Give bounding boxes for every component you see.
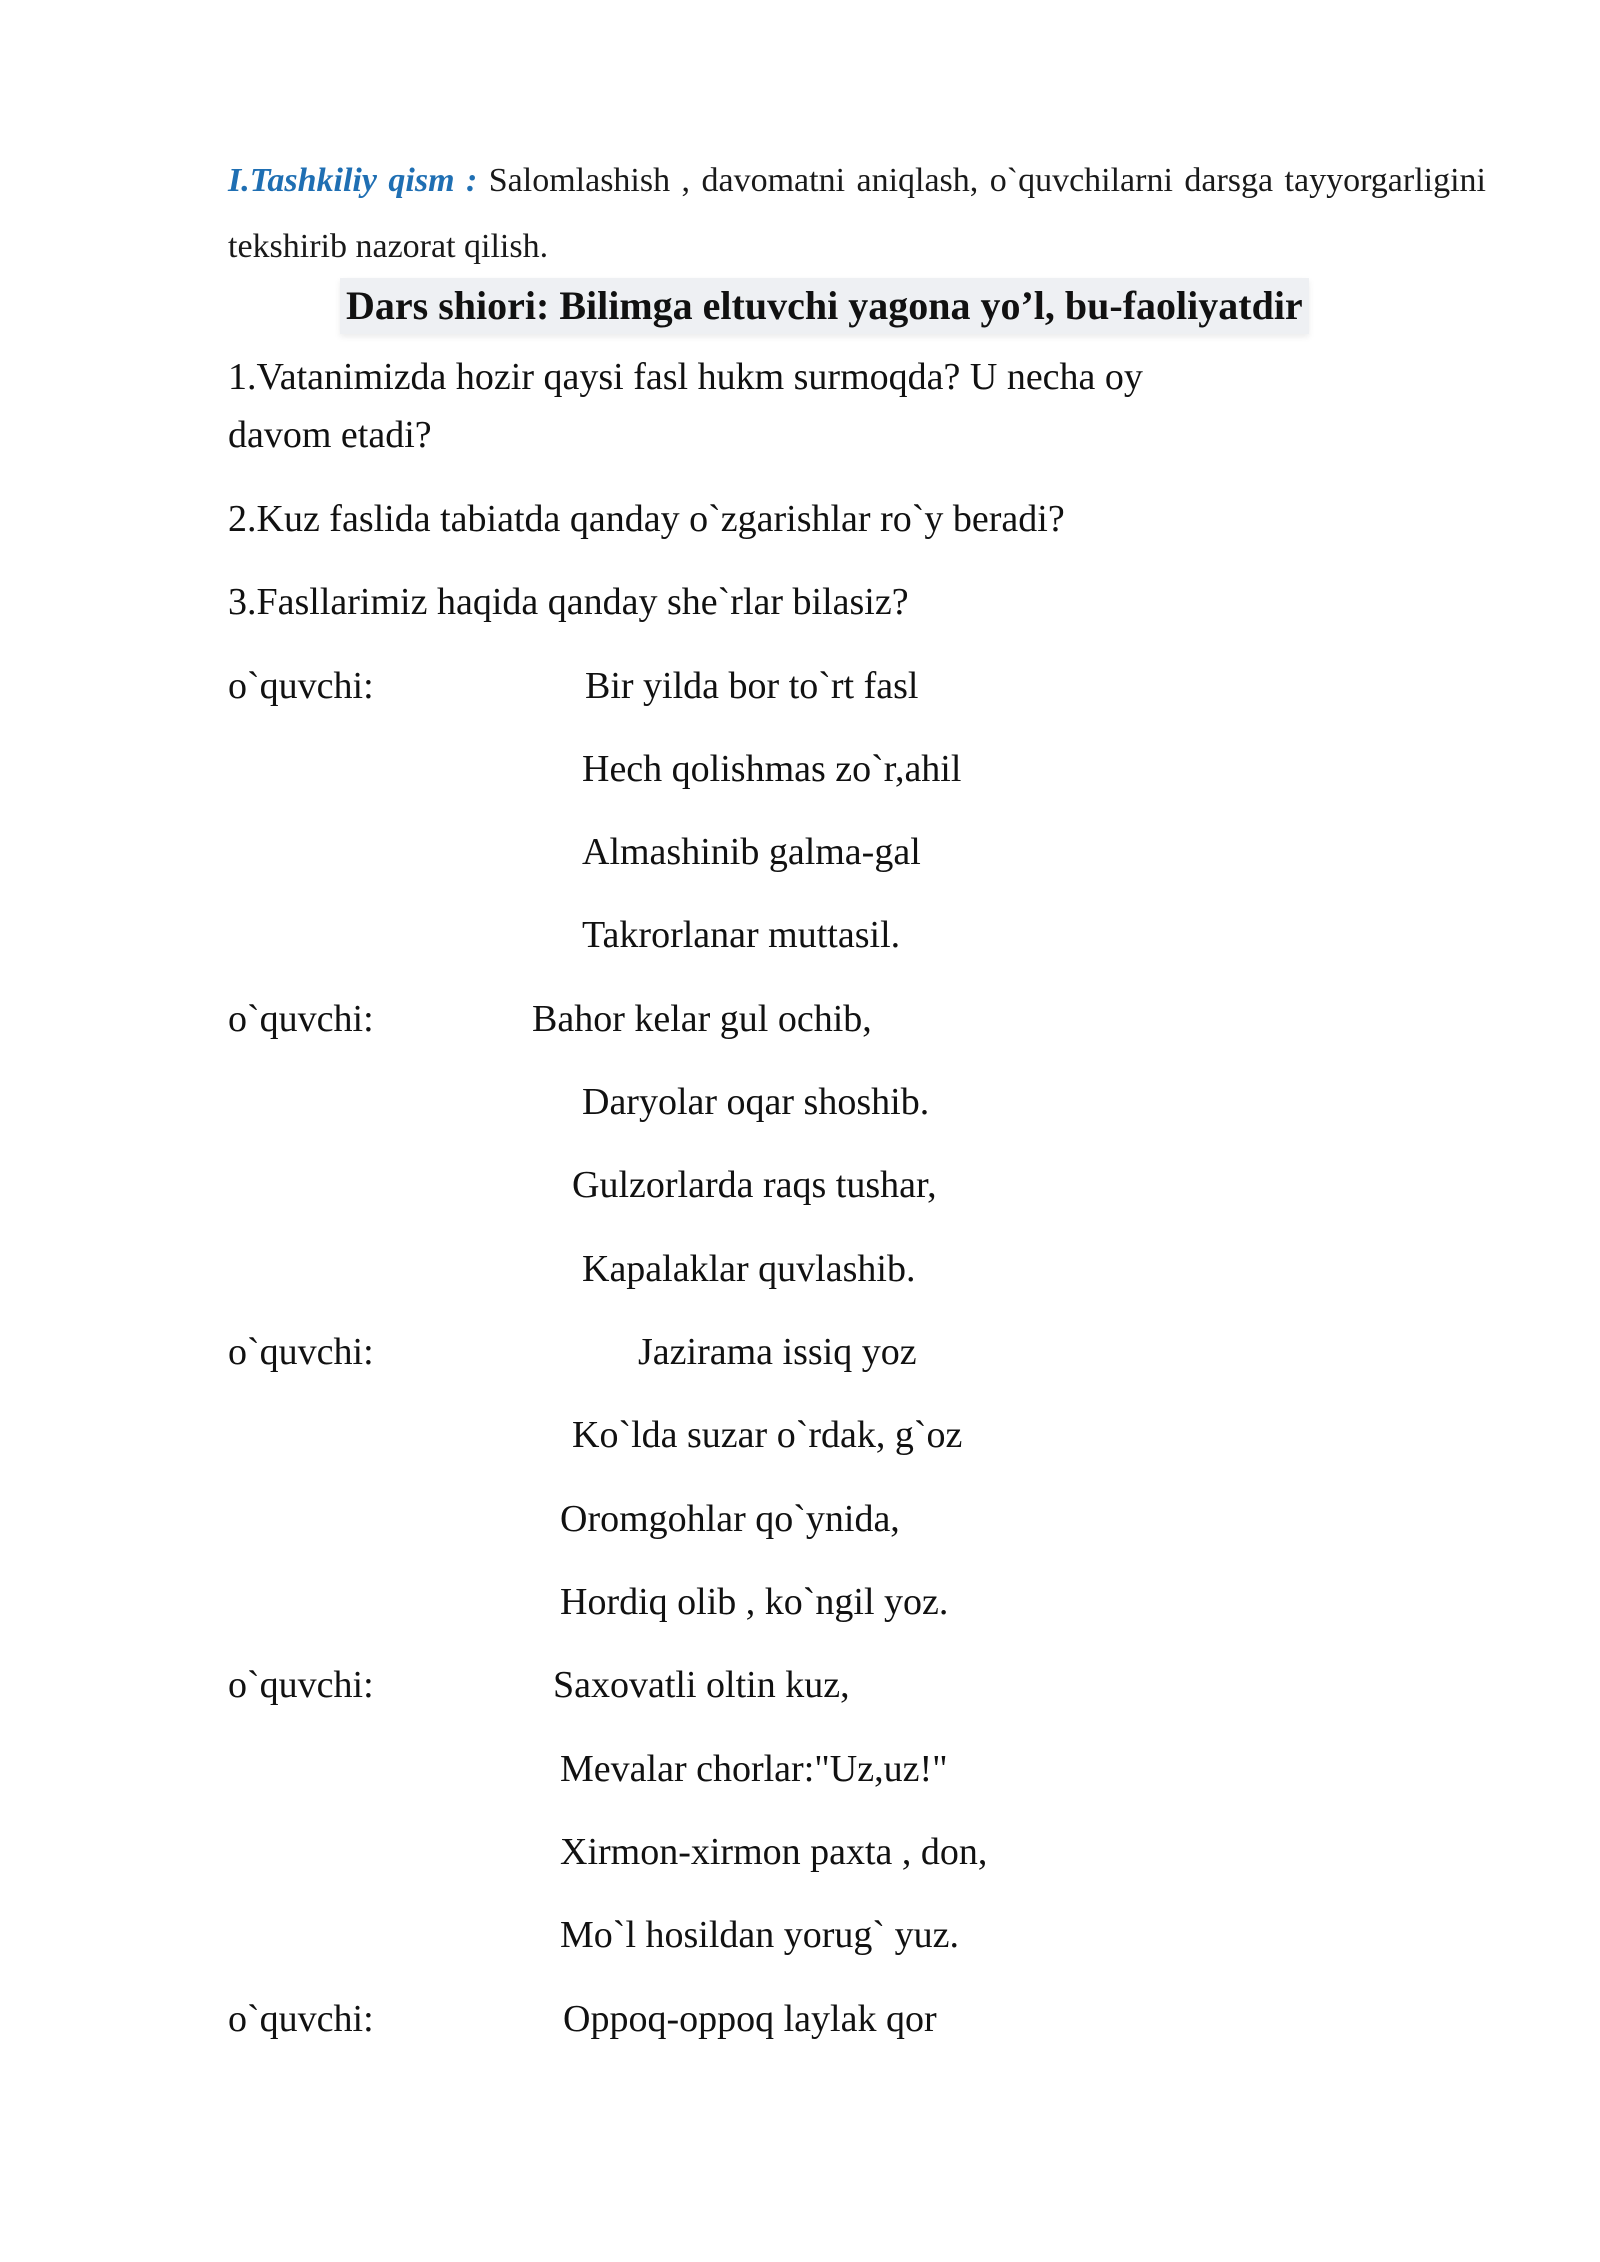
poem-line: Oromgohlar qo`ynida,	[560, 1498, 900, 1540]
intro-text: Salomlashish , davomatni aniqlash, o`quvchilarni darsga tayyorgarligini tekshirib nazorat qilish.	[228, 162, 1486, 265]
poem-line: Hech qolishmas zo`r,ahil	[582, 748, 962, 790]
intro-label: I.Tashkiliy qism :	[228, 162, 478, 199]
student-label: o`quvchi:	[228, 998, 374, 1040]
student-label: o`quvchi:	[228, 1998, 374, 2040]
poem-line: Daryolar oqar shoshib.	[582, 1081, 930, 1123]
poem-line: Xirmon-xirmon paxta , don,	[560, 1831, 988, 1873]
poem-line: Kapalaklar quvlashib.	[582, 1248, 916, 1290]
student-label: o`quvchi:	[228, 1331, 374, 1373]
lesson-motto: Dars shiori: Bilimga eltuvchi yagona yo’l, bu-faoliyatdir	[340, 278, 1309, 334]
poem-line: Mo`l hosildan yorug` yuz.	[560, 1914, 959, 1956]
poem-line: Jazirama issiq yoz	[638, 1331, 917, 1373]
question-2: 2.Kuz faslida tabiatda qanday o`zgarishlar ro`y beradi?	[228, 498, 1065, 540]
poem-line: Gulzorlarda raqs tushar,	[572, 1164, 937, 1206]
question-3: 3.Fasllarimiz haqida qanday she`rlar bilasiz?	[228, 581, 909, 623]
poem-line: Ko`lda suzar o`rdak, g`oz	[572, 1414, 963, 1456]
poem-line: Hordiq olib , ko`ngil yoz.	[560, 1581, 949, 1623]
question-1-line-2: davom etadi?	[228, 414, 432, 456]
poem-line: Almashinib galma-gal	[582, 831, 921, 873]
poem-line: Takrorlanar muttasil.	[582, 914, 901, 956]
poem-line: Bahor kelar gul ochib,	[532, 998, 872, 1040]
student-label: o`quvchi:	[228, 1664, 374, 1706]
student-label: o`quvchi:	[228, 665, 374, 707]
intro-paragraph	[228, 148, 1486, 280]
poem-line: Oppoq-oppoq laylak qor	[563, 1998, 937, 2040]
question-1-line-1: 1.Vatanimizda hozir qaysi fasl hukm surmoqda? U necha oy	[228, 356, 1143, 398]
poem-line: Mevalar chorlar:"Uz,uz!"	[560, 1748, 948, 1790]
poem-line: Bir yilda bor to`rt fasl	[585, 665, 919, 707]
poem-line: Saxovatli oltin kuz,	[553, 1664, 850, 1706]
